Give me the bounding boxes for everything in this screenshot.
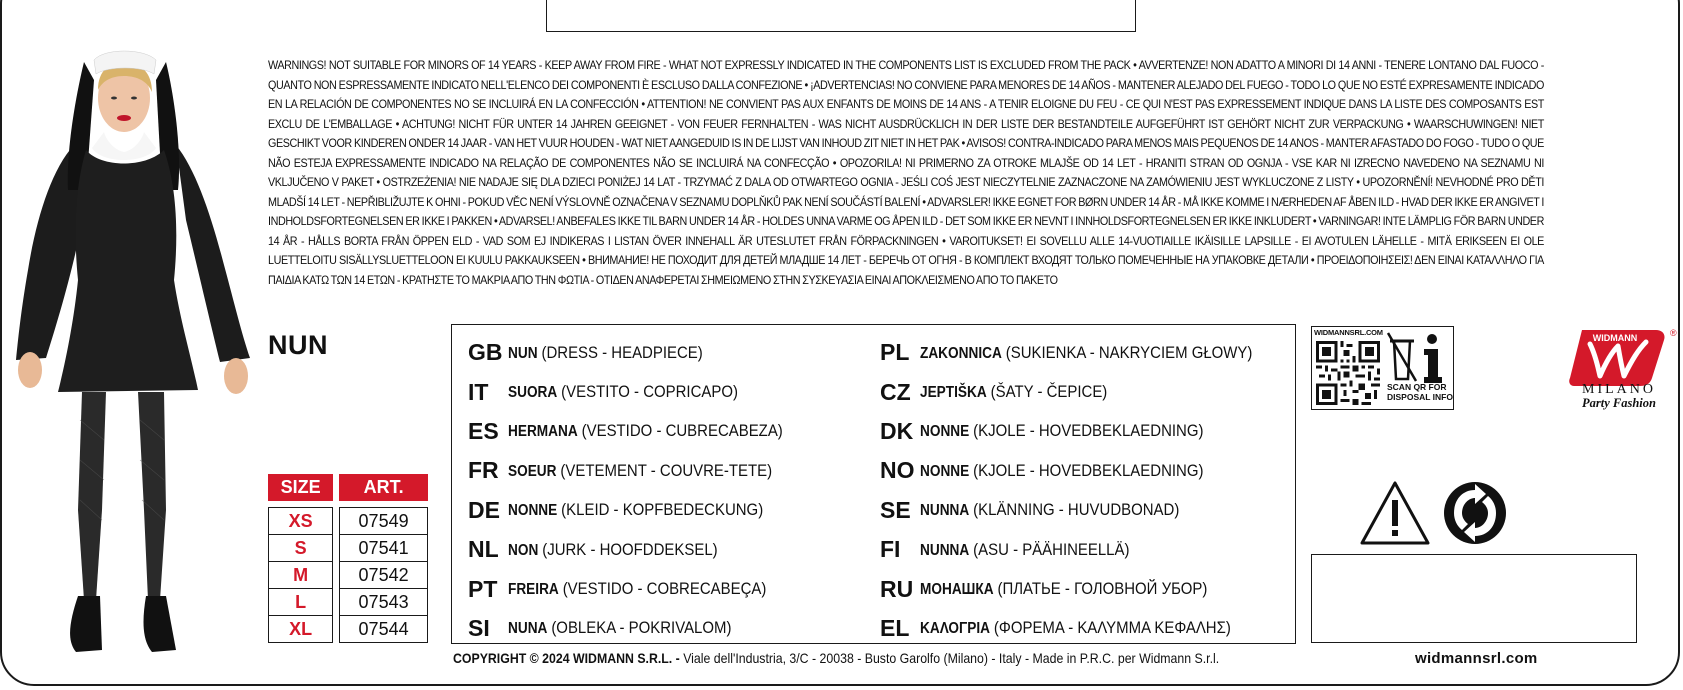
language-word: SOEUR [508, 462, 557, 480]
language-code: PT [468, 575, 498, 602]
language-desc: (VESTITO - COPRICAPO) [561, 382, 738, 402]
language-desc: (ΦΟΡΕΜΑ - ΚΑΛΥΜΜΑ ΚΕΦΑΛΗΣ) [993, 618, 1231, 638]
language-word: NUNNA [920, 541, 970, 559]
language-code: DK [880, 417, 914, 444]
language-word: ZAKONNICA [920, 344, 1002, 362]
language-desc: (VETEMENT - COUVRE-TETE) [560, 460, 773, 480]
copyright-company: COPYRIGHT © 2024 WIDMANN S.R.L. - [453, 650, 680, 666]
language-item [880, 372, 1298, 411]
size-cell: M [269, 562, 332, 589]
languages-box [451, 324, 1296, 644]
language-item [468, 333, 820, 372]
art-cell: 07544 [358, 619, 409, 639]
language-item [880, 530, 1298, 569]
languages-left-column [468, 333, 820, 648]
logo-city: MILANO [1582, 382, 1656, 397]
qr-code-icon [1316, 341, 1380, 405]
language-item [880, 491, 1298, 530]
person-figure-icon [6, 40, 268, 672]
language-word: FREIRA [508, 581, 559, 599]
language-desc: (JURK - HOOFDDEKSEL) [542, 539, 718, 559]
size-cell: L [269, 589, 332, 616]
size-cell: XL [289, 619, 313, 639]
language-word: HERMANA [508, 423, 578, 441]
art-cell: 07549 [340, 508, 427, 535]
language-word: NONNE [920, 462, 970, 480]
size-column [268, 507, 333, 643]
language-desc: (ASU - PÄÄHINEELLÄ) [973, 539, 1130, 559]
art-cell: 07541 [340, 535, 427, 562]
language-code: FR [468, 457, 499, 484]
size-header: SIZE [268, 474, 333, 501]
language-word: SUORA [508, 384, 558, 402]
language-item [468, 569, 820, 608]
language-code: SE [880, 496, 911, 523]
qr-caption-line2: DISPOSAL INFO [1387, 392, 1453, 402]
logo-tagline: Party Fashion [1582, 396, 1656, 410]
language-item [468, 491, 820, 530]
art-header: ART. [339, 474, 428, 501]
qr-caption-line1: SCAN QR FOR [1387, 382, 1447, 392]
size-cell: XS [269, 508, 332, 535]
recycle-icon [1442, 480, 1508, 546]
qr-caption [1387, 382, 1457, 402]
copyright-line [453, 650, 1219, 666]
product-name: NUN [268, 330, 328, 360]
language-item [468, 530, 820, 569]
blank-label-box [1311, 554, 1637, 643]
art-cell: 07542 [340, 562, 427, 589]
language-item [468, 412, 820, 451]
size-table [268, 474, 428, 643]
language-item [880, 609, 1298, 648]
logo-registered: ® [1670, 328, 1677, 338]
language-item [880, 569, 1298, 608]
language-code: NL [468, 536, 499, 563]
language-word: ΚΑΛΟΓΡΙΑ [920, 620, 990, 638]
language-code: EL [880, 614, 910, 641]
language-code: NO [880, 457, 915, 484]
language-item [880, 333, 1298, 372]
language-code: PL [880, 339, 910, 366]
language-desc: (VESTIDO - CUBRECABEZA) [581, 421, 783, 441]
language-code: ES [468, 417, 499, 444]
warning-triangle-icon [1359, 480, 1431, 546]
language-desc: (SUKIENKA - NAKRYCIEM GŁOWY) [1005, 342, 1253, 362]
art-cell: 07543 [340, 589, 427, 616]
language-desc: (KJOLE - HOVEDBEKLAEDNING) [973, 460, 1204, 480]
language-desc: (KLEID - KOPFBEDECKUNG) [561, 500, 764, 520]
copyright-address: Viale dell'Industria, 3/C - 20038 - Busto Garolfo (Milano) - Italy - Made in P.R.C. per Widmann S.r.l. [679, 650, 1220, 666]
website-url: widmannsrl.com [1415, 650, 1538, 667]
language-code: SI [468, 614, 490, 641]
language-desc: (ПЛАТЬЕ - ГОЛОВНОЙ УБОР) [997, 579, 1208, 599]
top-label-box [546, 0, 1136, 32]
qr-site-label: WIDMANNSRL.COM [1314, 328, 1383, 337]
language-desc: (VESTIDO - COBRECABEÇA) [562, 579, 767, 599]
language-word: NONNE [508, 502, 558, 520]
language-code: IT [468, 378, 489, 405]
language-word: JEPTIŠKA [920, 384, 987, 402]
language-desc: (KLÄNNING - HUVUDBONAD) [973, 500, 1180, 520]
size-cell: S [269, 535, 332, 562]
language-word: МОНАШКА [920, 581, 994, 599]
language-desc: (DRESS - HEADPIECE) [541, 342, 703, 362]
language-word: NONNE [920, 423, 970, 441]
language-word: NUNNA [920, 502, 970, 520]
language-code: FI [880, 536, 901, 563]
language-item [468, 372, 820, 411]
language-word: NON [508, 541, 539, 559]
language-desc: (ŠATY - ČEPICE) [990, 382, 1108, 402]
language-item [468, 451, 820, 490]
language-code: GB [468, 339, 503, 366]
language-item [880, 451, 1298, 490]
language-desc: (OBLEKA - POKRIVALOM) [551, 618, 732, 638]
language-code: DE [468, 496, 500, 523]
logo-brand: WIDMANN [1592, 333, 1638, 343]
art-column [339, 507, 428, 643]
languages-right-column [880, 333, 1298, 648]
language-code: RU [880, 575, 914, 602]
language-desc: (KJOLE - HOVEDBEKLAEDNING) [973, 421, 1204, 441]
language-word: NUNA [508, 620, 548, 638]
language-code: CZ [880, 378, 911, 405]
warnings-text: WARNINGS! NOT SUITABLE FOR MINORS OF 14 YEARS - KEEP AWAY FROM FIRE - WHAT NOT EXPRESSLY INDICATED IN THE COMPONENTS LIST IS EXCLUDED FROM THE PACK • AVVERTENZE! NON ADATTO A MINORI DI 14 ANNI - TENERE LONTANO DAL FUOCO - QUANTO NON ESPRESSAMENTE INDICATO NELL'ELENCO DEI COMPONENTI È ESCLUSO DALLA CONFEZIONE • ¡ADVERTENCIAS! NO CONVIENE PARA MENORES DE 14 AÑOS - MANTENER ALEJADO DEL FUEGO - TODO LO QUE NO ESTÉ EXPRESAMENTE INDICADO EN LA RELACIÓN DE COMPONENTES NO SE INCLUIRÁ EN LA CONFECCIÓN • ATTENTION! NE CONVIENT PAS AUX ENFANTS DE MOINS DE 14 ANS - A TENIR ELOIGNE DU FEU - CE QUI N'EST PAS EXPRESSEMENT INDIQUE DANS LA LISTE DES COMPOSANTS EST EXCLU DE L'EMBALLAGE • ACHTUNG! NICHT FÜR UNTER 14 JAHREN GEEIGNET - VON FEUER FERNHALTEN - WAS NICHT AUSDRÜCKLICH IN DER LISTE DER BESTANDTEILE AUFGEFÜHRT IST GEHÖRT NICHT ZUR VERPACKUNG • WAARSCHUWINGEN! NIET GESCHIKT VOOR KINDEREN ONDER 14 JAAR - VAN HET VUUR HOUDEN - WAT NIET AANGEDUID IS IN DE LIJST VAN INHOUD ZIT NIET IN HET PAK • AVISOS! CONTRA-INDICADO PARA MENOS MAIS PEQUENOS DE 14 ANOS - MANTER AFASTADO DO FOGO - TUDO O QUE NÃO ESTEJA EXPRESSAMENTE INDICADO NA RELAÇÃO DE COMPONENTES NÃO SE INCLUIRÁ NA CONFECÇÃO • OPOZORILA! NI PRIMERNO ZA OTROKE MLAJŠE OD 14 LET - HRANITI STRAN OD OGNJA - VSE KAR NI IZRECNO NAVEDENO NA SEZNAMU NI VKLJUČENO V PAKET • OSTRZEŻENIA! NIE NADAJE SIĘ DLA DZIECI PONIŻEJ 14 LAT - TRZYMAĆ Z DALA OD OTWARTEGO OGNIA - JEŚLI COŚ JEST NIECZYTELNIE ZAZNACZONE NA ZAMÓWIENIU JEST WYKLUCZONE Z LISTY • UPOZORNĚNÍ! NEVHODNÉ PRO DĚTI MLADŠÍ 14 LET - NEPŘIBLIŽUJTE K OHNI - POKUD VĚC NENÍ VÝSLOVNĚ OZNAČENA V SEZNAMU DOPLŇKŮ PAK NENÍ SOUČÁSTÍ BALENÍ • ADVARSLER! IKKE EGNET FOR BØRN UNDER 14 ÅR - MÅ IKKE KOMME I NÆRHEDEN AF ÅBEN ILD - HVAD DER IKKE ER ANGIVET I INDHOLDSFORTEGNELSEN ER IKKE I PAKKEN • ADVARSEL! ANBEFALES IKKE TIL BARN UNDER 14 ÅR - HOLDES UNNA VARME OG ÅPEN ILD - DET SOM IKKE ER NEVNT I INNHOLDSFORTEGNELSEN ER IKKE INKLUDERT • VARNINGAR! INTE LÄMPLIG FÖR BARN UNDER 14 ÅR - HÅLLS BORTA FRÅN ÖPPEN ELD - VAD SOM EJ INDIKERAS I LISTAN ÖVER INNEHALL ÄR UTESLUTET FRÅN FÖRPACKNINGEN • VAROITUKSET! EI SOVELLU ALLE 14-VUOTIAILLE IKÄISILLE LAPSILLE - EI AVOTULEN LÄHELLE - MITÄ ERIKSEEN EI OLE LUETTELOITU SISÄLLYSLUETTELOON EI KUULU PAKKAUKSEEN • ВНИМАНИЕ! НЕ ПОХОДИТ ДЛЯ ДЕТЕЙ МЛАДШЕ 14 ЛЕТ - БЕРЕЧЬ ОТ ОГНЯ - В КОМПЛЕКТ ВХОДЯТ ТОЛЬКО ПОМЕЧЕННЫЕ НА УПАКОВКЕ ДЕТАЛИ • ΠΡΟΕΙΔΟΠΟΙΗΣΕΙΣ! ΔΕΝ ΕΙΝΑΙ ΚΑΤΑΛΛΗΛΟ ΓΙΑ ΠΑΙΔΙΑ ΚΑΤΩ ΤΩΝ 14 ΕΤΩΝ - ΚΡΑΤΗΣΤΕ ΤΟ ΜΑΚΡΙΑ ΑΠΟ ΤΗΝ ΦΩΤΙΑ - ΟΤΙΔΕΝ ΑΝΑΦΕΡΕΤΑΙ ΣΗΜΕΙΩΜΕΝΟ ΣΤΗΝ ΣΥΣΚΕΥΑΣΙΑ ΕΙΝΑΙ ΑΠΟΚΛΕΙΣΜΕΝΟ ΑΠΟ ΤΟ ΠΑΚΕΤΟ [268, 59, 1544, 287]
language-item [468, 609, 820, 648]
language-word: NUN [508, 344, 538, 362]
language-item [880, 412, 1298, 451]
